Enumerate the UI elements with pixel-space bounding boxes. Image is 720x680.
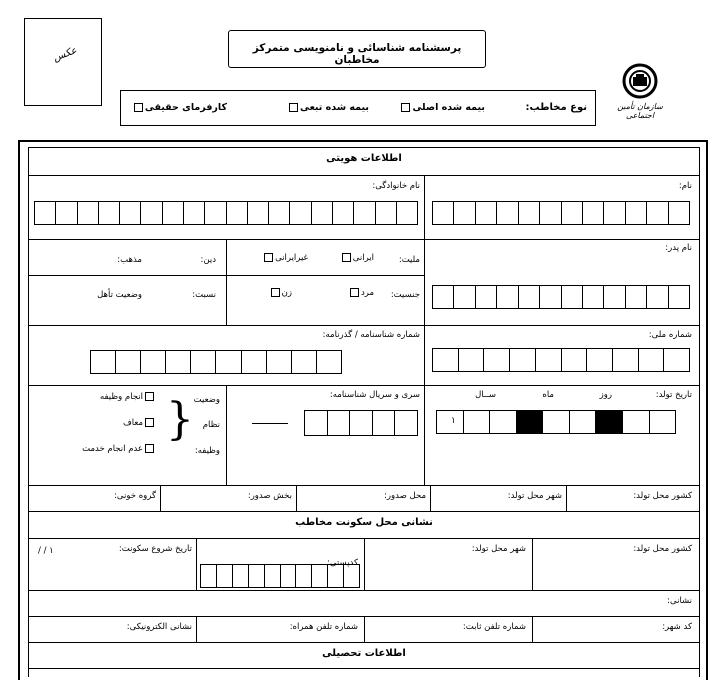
birth-year-prefix: ۱ <box>451 416 456 426</box>
military-brace: } <box>166 394 194 445</box>
religion-label: دین: <box>200 255 216 265</box>
input-cell[interactable] <box>650 411 677 433</box>
input-cell[interactable] <box>397 202 418 224</box>
male-checkbox[interactable] <box>350 288 359 297</box>
input-cell[interactable] <box>373 411 396 435</box>
input-cell[interactable] <box>265 565 281 587</box>
start-date-label: تاریخ شروع سکونت: <box>118 544 192 554</box>
non-iranian-checkbox[interactable] <box>264 253 273 262</box>
input-cell[interactable] <box>484 349 510 371</box>
birth-date-input[interactable] <box>436 410 676 434</box>
input-cell[interactable] <box>290 202 311 224</box>
input-cell[interactable] <box>249 565 265 587</box>
father-name-input[interactable] <box>432 285 690 309</box>
birth-city-label: شهر محل تولد: <box>507 491 562 501</box>
issue-place-label: محل صدور: <box>384 491 426 501</box>
sect-label: مذهب: <box>117 255 142 265</box>
photo-label: عکس <box>51 45 79 64</box>
res-birth-city-label: شهر محل تولد: <box>471 544 526 554</box>
iranian-checkbox[interactable] <box>342 253 351 262</box>
input-cell[interactable] <box>116 351 141 373</box>
input-cell[interactable] <box>647 202 668 224</box>
military-exempt-checkbox[interactable] <box>145 418 154 427</box>
audience-dependent[interactable]: بیمه شده تبعی <box>287 102 369 113</box>
email-label: نشانی الکترونیکی: <box>126 622 192 632</box>
issue-district-label: بخش صدور: <box>247 491 292 501</box>
input-cell[interactable] <box>570 411 597 433</box>
input-cell[interactable] <box>454 286 475 308</box>
input-cell[interactable] <box>354 202 375 224</box>
id-number-label: شماره شناسنامه / گذرنامه: <box>322 330 420 340</box>
input-cell[interactable] <box>205 202 226 224</box>
photo-box <box>24 18 102 106</box>
input-cell[interactable] <box>490 411 517 433</box>
birth-country-label: کشور محل تولد: <box>633 491 692 501</box>
org-logo <box>616 62 664 124</box>
serial-label: سری و سریال شناسنامه: <box>329 390 420 400</box>
form-title: پرسشنامه شناسائی و نامنویسی متمرکز مخاطبان <box>252 42 462 66</box>
start-date-value[interactable]: / / ۱ <box>38 546 54 556</box>
nationality-label: ملیت: <box>398 255 420 265</box>
city-code-label: کد شهر: <box>662 622 692 632</box>
input-cell[interactable] <box>497 202 518 224</box>
input-cell[interactable] <box>166 351 191 373</box>
input-cell[interactable] <box>647 286 668 308</box>
input-cell[interactable] <box>267 351 292 373</box>
blood-group-label: گروه خونی: <box>114 491 156 501</box>
input-cell[interactable] <box>540 202 561 224</box>
input-cell[interactable] <box>35 202 56 224</box>
input-cell[interactable] <box>433 286 454 308</box>
input-cell[interactable] <box>191 351 216 373</box>
male-option[interactable]: مرد <box>348 288 374 298</box>
input-cell[interactable] <box>562 349 588 371</box>
postal-code-input[interactable] <box>200 564 360 588</box>
input-cell[interactable] <box>344 565 360 587</box>
identity-section-title: اطلاعات هویتی <box>326 153 402 164</box>
military-label-3: وظیفه: <box>194 446 220 456</box>
input-cell[interactable] <box>459 349 485 371</box>
birth-day-label: روز <box>599 390 612 400</box>
input-cell[interactable] <box>305 411 328 435</box>
residence-section-title: نشانی محل سکونت مخاطب <box>295 517 433 528</box>
input-cell[interactable] <box>56 202 77 224</box>
audience-type-label: نوع مخاطب: <box>525 102 587 113</box>
input-cell[interactable] <box>292 351 317 373</box>
input-cell[interactable] <box>312 202 333 224</box>
female-option[interactable]: زن <box>269 288 292 298</box>
first-name-input[interactable] <box>432 201 690 225</box>
military-exempt-option[interactable]: معاف <box>123 418 156 428</box>
input-cell[interactable] <box>120 202 141 224</box>
input-cell[interactable] <box>248 202 269 224</box>
last-name-input[interactable] <box>34 201 418 225</box>
address-label: نشانی: <box>667 596 692 606</box>
input-cell[interactable] <box>350 411 373 435</box>
input-cell[interactable] <box>543 411 570 433</box>
input-cell[interactable] <box>328 565 344 587</box>
relation-label: نسبت: <box>192 290 216 300</box>
input-cell[interactable] <box>604 286 625 308</box>
input-cell[interactable] <box>519 286 540 308</box>
input-cell[interactable] <box>519 202 540 224</box>
id-number-input[interactable] <box>90 350 342 374</box>
non-iranian-option[interactable]: غیرایرانی <box>262 253 308 263</box>
input-cell[interactable] <box>583 286 604 308</box>
mobile-label: شماره تلفن همراه: <box>289 622 358 632</box>
input-cell[interactable] <box>587 349 613 371</box>
national-code-label: شماره ملی: <box>648 330 692 340</box>
input-cell[interactable] <box>227 202 248 224</box>
birth-month-label: ماه <box>542 390 554 400</box>
input-cell[interactable] <box>91 351 116 373</box>
input-cell[interactable] <box>433 349 459 371</box>
input-cell[interactable] <box>626 202 647 224</box>
input-cell[interactable] <box>163 202 184 224</box>
input-cell[interactable] <box>216 351 241 373</box>
input-cell[interactable] <box>464 411 491 433</box>
serial-input[interactable] <box>304 410 418 436</box>
input-cell[interactable] <box>604 202 625 224</box>
input-cell[interactable] <box>596 411 623 433</box>
input-cell[interactable] <box>296 565 312 587</box>
input-cell[interactable] <box>217 565 233 587</box>
input-cell[interactable] <box>583 202 604 224</box>
iranian-option[interactable]: ایرانی <box>340 253 374 263</box>
input-cell[interactable] <box>184 202 205 224</box>
input-cell[interactable] <box>269 202 290 224</box>
audience-dependent-checkbox[interactable] <box>289 103 298 112</box>
input-cell[interactable] <box>233 565 249 587</box>
input-cell[interactable] <box>639 349 665 371</box>
audience-main-checkbox[interactable] <box>401 103 410 112</box>
input-cell[interactable] <box>141 202 162 224</box>
input-cell[interactable] <box>281 565 297 587</box>
input-cell[interactable] <box>476 202 497 224</box>
input-cell[interactable] <box>99 202 120 224</box>
marital-label: وضعیت تأهل <box>97 290 142 300</box>
education-section-title: اطلاعات تحصیلی <box>322 648 406 659</box>
input-cell[interactable] <box>78 202 99 224</box>
input-cell[interactable] <box>476 286 497 308</box>
father-name-label: نام پدر: <box>665 243 692 253</box>
military-done-checkbox[interactable] <box>145 392 154 401</box>
org-logo-icon <box>616 62 664 100</box>
input-cell[interactable] <box>613 349 639 371</box>
input-cell[interactable] <box>141 351 166 373</box>
input-cell[interactable] <box>454 202 475 224</box>
input-cell[interactable] <box>433 202 454 224</box>
audience-employer[interactable]: کارفرمای حقیقی <box>132 102 227 113</box>
input-cell[interactable] <box>242 351 267 373</box>
input-cell[interactable] <box>540 286 561 308</box>
input-cell[interactable] <box>669 286 690 308</box>
input-cell[interactable] <box>312 565 328 587</box>
audience-type-box <box>120 90 596 126</box>
input-cell[interactable] <box>201 565 217 587</box>
landline-label: شماره تلفن ثابت: <box>462 622 526 632</box>
input-cell[interactable] <box>395 411 418 435</box>
national-code-input[interactable] <box>432 348 690 372</box>
serial-dash <box>252 423 288 424</box>
military-not-done-checkbox[interactable] <box>145 444 154 453</box>
form-title-box <box>228 30 486 68</box>
military-not-done-option[interactable]: عدم انجام خدمت <box>82 444 156 454</box>
org-name: سازمان تأمین اجتماعی <box>617 102 663 120</box>
audience-main[interactable]: بیمه شده اصلی <box>399 102 485 113</box>
input-cell[interactable] <box>497 286 518 308</box>
input-cell[interactable] <box>376 202 397 224</box>
female-checkbox[interactable] <box>271 288 280 297</box>
last-name-label: نام خانوادگی: <box>372 181 420 191</box>
input-cell[interactable] <box>669 202 690 224</box>
birth-date-label: تاریخ تولد: <box>655 390 692 400</box>
military-label-2: نظام <box>202 420 220 430</box>
birth-year-label: ســال <box>475 390 496 400</box>
military-label-1: وضعیت <box>193 395 220 405</box>
input-cell[interactable] <box>536 349 562 371</box>
first-name-label: نام: <box>678 181 692 191</box>
input-cell[interactable] <box>333 202 354 224</box>
input-cell[interactable] <box>626 286 647 308</box>
audience-employer-checkbox[interactable] <box>134 103 143 112</box>
gender-label: جنسیت: <box>390 290 420 300</box>
input-cell[interactable] <box>562 286 583 308</box>
res-birth-country-label: کشور محل تولد: <box>633 544 692 554</box>
input-cell[interactable] <box>510 349 536 371</box>
input-cell[interactable] <box>664 349 690 371</box>
input-cell[interactable] <box>623 411 650 433</box>
military-done-option[interactable]: انجام وظیفه <box>100 392 156 402</box>
input-cell[interactable] <box>562 202 583 224</box>
input-cell[interactable] <box>517 411 544 433</box>
input-cell[interactable] <box>328 411 351 435</box>
input-cell[interactable] <box>317 351 342 373</box>
postal-code-label: کدپستی: <box>327 558 358 568</box>
